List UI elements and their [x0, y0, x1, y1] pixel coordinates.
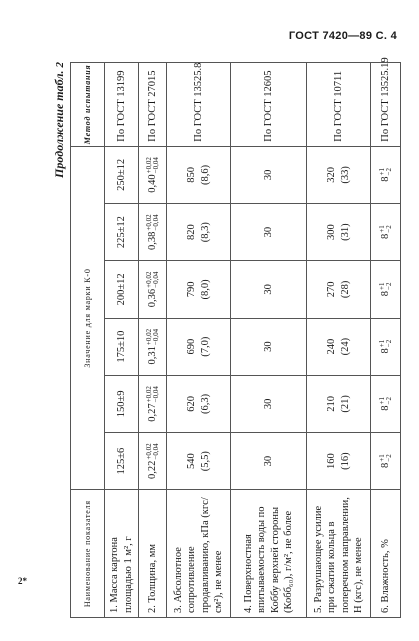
value-cell: 540 (5,5) — [167, 433, 231, 490]
header-indicator-name: Наименование показателя — [71, 490, 105, 618]
row-name: 6. Влажность, % — [371, 490, 401, 618]
value-cell: 620 (6,3) — [167, 375, 231, 432]
rotated-table-block — [52, 57, 400, 618]
value-cell: 30 — [231, 375, 307, 432]
value-cell: 270 (28) — [307, 261, 371, 318]
row-name: 4. Поверхностная впитываемость воды по Коббу верхней стороны (Кобб₆₀), г/м², не более — [231, 490, 307, 618]
value-cell: 125±6 — [105, 433, 139, 490]
value-cell: 850 (8,6) — [167, 146, 231, 203]
value-cell: 8 +1 −2 — [371, 318, 401, 375]
method-cell: По ГОСТ 27015 — [139, 63, 167, 147]
method-cell: По ГОСТ 12605 — [231, 63, 307, 147]
table-row — [167, 63, 231, 618]
table-row — [371, 63, 401, 618]
value-cell: 300 (31) — [307, 204, 371, 261]
value-cell: 8 +1 −2 — [371, 204, 401, 261]
method-cell: По ГОСТ 10711 — [307, 63, 371, 147]
continuation-label: Продолжение табл. — [52, 70, 66, 178]
page-mark: 2* — [18, 576, 27, 586]
value-cell: 8 +1 −2 — [371, 146, 401, 203]
value-cell: 175±10 — [105, 318, 139, 375]
value-cell: 160 (16) — [307, 433, 371, 490]
value-cell: 30 — [231, 146, 307, 203]
value-cell: 0,40 +0,02 −0,04 — [139, 146, 167, 203]
method-cell: По ГОСТ 13199 — [105, 63, 139, 147]
value-cell: 320 (33) — [307, 146, 371, 203]
page-header: ГОСТ 7420—89 С. 4 — [288, 30, 397, 42]
value-cell: 690 (7,0) — [167, 318, 231, 375]
header-values-grade: Значение для марки К-0 — [71, 146, 105, 490]
value-cell: 150±9 — [105, 375, 139, 432]
header-test-method: Метод испытания — [71, 63, 105, 147]
table-row — [105, 63, 139, 618]
method-cell: По ГОСТ 13525.19 — [371, 63, 401, 147]
table-row — [231, 63, 307, 618]
value-cell: 0,22 +0,02 −0,04 — [139, 433, 167, 490]
value-cell: 30 — [231, 433, 307, 490]
value-cell: 0,36 +0,02 −0,04 — [139, 261, 167, 318]
value-cell: 210 (21) — [307, 375, 371, 432]
value-cell: 250±12 — [105, 146, 139, 203]
value-cell: 30 — [231, 318, 307, 375]
value-cell: 0,27 +0,02 −0,04 — [139, 375, 167, 432]
value-cell: 790 (8,0) — [167, 261, 231, 318]
table-row — [139, 63, 167, 618]
value-cell: 200±12 — [105, 261, 139, 318]
table-number: 2 — [54, 62, 66, 68]
properties-table — [70, 57, 401, 618]
value-cell: 0,31 +0,02 −0,04 — [139, 318, 167, 375]
table-row — [307, 63, 371, 618]
row-name: 3. Абсолютное сопротивление продавливанию, кПа (кгс/см²), не менее — [167, 490, 231, 618]
value-cell: 8 +1 −2 — [371, 261, 401, 318]
value-cell: 225±12 — [105, 204, 139, 261]
value-cell: 0,38 +0,02 −0,04 — [139, 204, 167, 261]
value-cell: 8 +1 −2 — [371, 375, 401, 432]
method-cell: По ГОСТ 13525.8 — [167, 63, 231, 147]
value-cell: 820 (8,3) — [167, 204, 231, 261]
row-name: 2. Толщина, мм — [139, 490, 167, 618]
table-continuation-title — [52, 62, 67, 178]
value-cell: 30 — [231, 261, 307, 318]
value-cell: 240 (24) — [307, 318, 371, 375]
row-name: 1. Масса картона площадью 1 м², г — [105, 490, 139, 618]
value-cell: 30 — [231, 204, 307, 261]
value-cell: 8 +1 −2 — [371, 433, 401, 490]
row-name: 5. Разрушающее усилие при сжатии кольца в поперечном направлении, Н (кгс), не менее — [307, 490, 371, 618]
